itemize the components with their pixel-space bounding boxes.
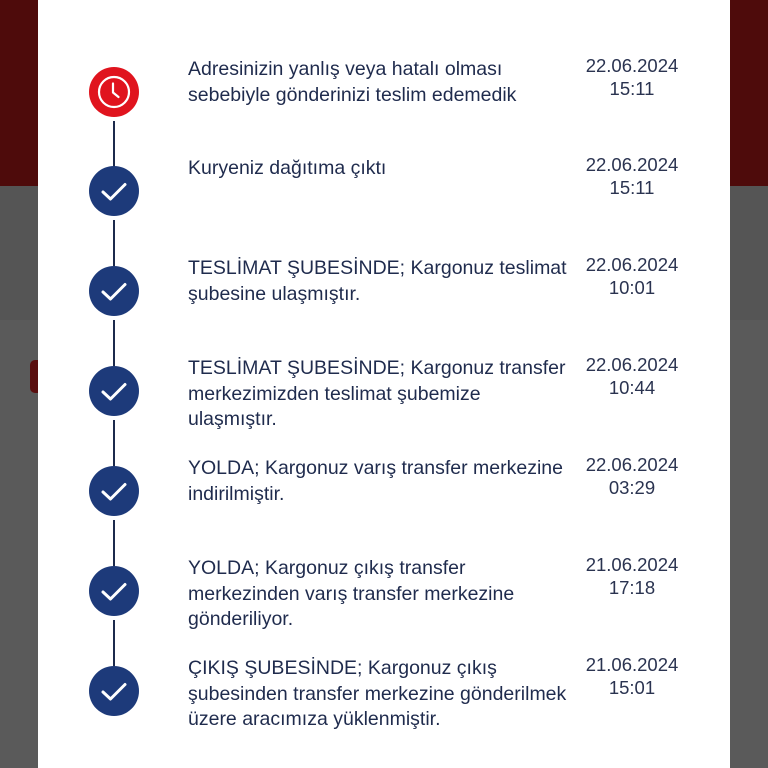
- timeline-connector: [113, 520, 115, 566]
- check-icon: [89, 666, 139, 716]
- event-timestamp: [568, 153, 696, 199]
- completed-status: [89, 166, 139, 216]
- completed-status: [89, 566, 139, 616]
- completed-status: [89, 266, 139, 316]
- event-date: 21.06.2024: [585, 654, 679, 675]
- event-description: Kuryeniz dağıtıma çıktı: [188, 157, 387, 179]
- timeline-event: [38, 254, 730, 366]
- completed-status: [89, 466, 139, 516]
- timeline-connector: [113, 320, 115, 366]
- check-icon: [89, 366, 139, 416]
- event-date: 21.06.2024: [585, 554, 679, 575]
- event-time: 10:44: [608, 377, 656, 398]
- event-description: TESLİMAT ŞUBESİNDE; Kargonuz transfer merkezimizden teslimat şubemize ulaşmıştır.: [188, 357, 566, 430]
- event-description: Adresinizin yanlış veya hatalı olması sebebiyle gönderinizi teslim edemedik: [188, 58, 517, 106]
- event-description: YOLDA; Kargonuz varış transfer merkezine indirilmiştir.: [188, 457, 563, 505]
- check-icon: [89, 566, 139, 616]
- check-icon: [89, 166, 139, 216]
- event-time: 15:11: [609, 177, 655, 198]
- timeline-connector: [113, 420, 115, 466]
- event-timestamp: [568, 353, 696, 399]
- event-time: 17:18: [608, 577, 656, 598]
- timeline-event: [38, 55, 730, 167]
- timeline-event: [38, 454, 730, 566]
- event-timestamp: [568, 253, 696, 299]
- event-description: TESLİMAT ŞUBESİNDE; Kargonuz teslimat şubesine ulaşmıştır.: [188, 257, 567, 305]
- event-time: 03:29: [608, 477, 656, 498]
- timeline-event: [38, 554, 730, 666]
- timeline-connector: [113, 121, 115, 167]
- event-description: ÇIKIŞ ŞUBESİNDE; Kargonuz çıkış şubesinden transfer merkezine gönderilmek üzere aracımıza yüklenmiştir.: [188, 657, 567, 730]
- event-timestamp: [568, 54, 696, 100]
- event-timestamp: [568, 653, 696, 699]
- event-description: YOLDA; Kargonuz çıkış transfer merkezinden varış transfer merkezine gönderiliyor.: [188, 557, 515, 630]
- delivery-failed-status: [89, 67, 139, 117]
- event-date: 22.06.2024: [585, 154, 679, 175]
- event-timestamp: [568, 453, 696, 499]
- event-date: 22.06.2024: [585, 254, 679, 275]
- tracking-history-modal: [38, 0, 730, 768]
- event-time: 15:11: [609, 78, 655, 99]
- completed-status: [89, 666, 139, 716]
- event-time: 15:01: [608, 677, 656, 698]
- event-time: 10:01: [608, 277, 656, 298]
- event-date: 22.06.2024: [585, 55, 679, 76]
- check-icon: [89, 266, 139, 316]
- timeline-connector: [113, 220, 115, 266]
- completed-status: [89, 366, 139, 416]
- timeline-event: [38, 154, 730, 266]
- clock-icon: [89, 67, 139, 117]
- timeline-event: [38, 654, 730, 766]
- event-date: 22.06.2024: [585, 454, 679, 475]
- check-icon: [89, 466, 139, 516]
- event-date: 22.06.2024: [585, 354, 679, 375]
- timeline-connector: [113, 620, 115, 666]
- timeline-event: [38, 354, 730, 466]
- event-timestamp: [568, 553, 696, 599]
